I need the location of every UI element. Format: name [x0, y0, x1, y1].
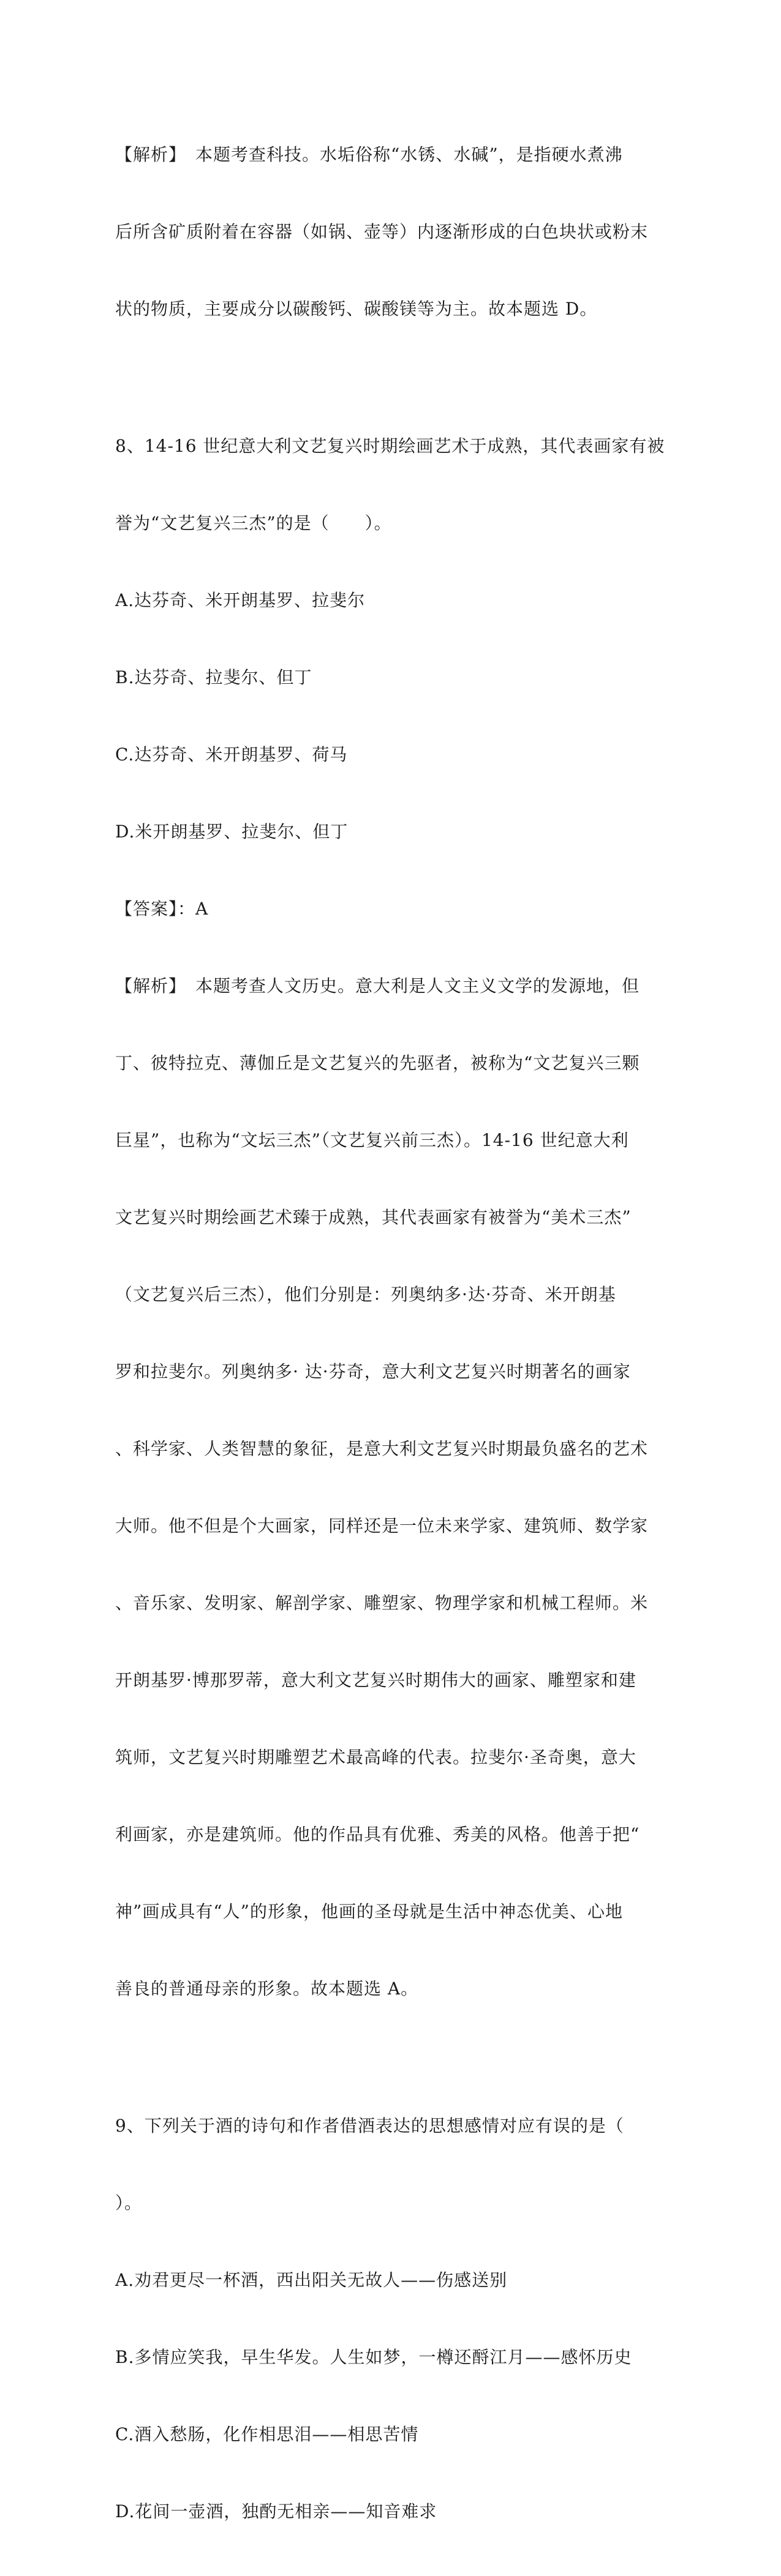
- question-stem-line: ）。: [115, 2193, 143, 2213]
- answer-line: 【答案】：A: [115, 899, 209, 919]
- question-stem-line: 8、14-16 世纪意大利文艺复兴时期绘画艺术于成熟，其代表画家有被: [115, 436, 665, 456]
- analysis-line: 巨星”，也称为“文坛三杰”（文艺复兴前三杰）。14-16 世纪意大利: [115, 1130, 629, 1150]
- question-stem-line: 9、下列关于酒的诗句和作者借酒表达的思想感情对应有误的是（: [115, 2116, 624, 2136]
- analysis-line: 筑师，文艺复兴时期雕塑艺术最高峰的代表。拉斐尔·圣奇奥，意大: [115, 1747, 636, 1767]
- document-page: [115, 91, 666, 2576]
- option-c: C.酒入愁肠，化作相思泪——相思苦情: [115, 2424, 419, 2444]
- option-a: A.劝君更尽一杯酒，西出阳关无故人——伤感送别: [115, 2270, 508, 2290]
- option-c: C.达芬奇、米开朗基罗、荷马: [115, 744, 348, 765]
- spacer: [115, 373, 666, 382]
- analysis-line: 善良的普通母亲的形象。故本题选 A。: [115, 1979, 419, 1999]
- analysis-line: 利画家，亦是建筑师。他的作品具有优雅、秀美的风格。他善于把“: [115, 1824, 640, 1844]
- analysis-line: 、科学家、人类智慧的象征，是意大利文艺复兴时期最负盛名的艺术: [115, 1439, 649, 1459]
- analysis-line: 丁、彼特拉克、薄伽丘是文艺复兴的先驱者，被称为“文艺复兴三颗: [115, 1053, 640, 1073]
- analysis-line: （文艺复兴后三杰），他们分别是：列奥纳多·达·芬奇、米开朗基: [115, 1284, 616, 1305]
- analysis-line: 开朗基罗·博那罗蒂，意大利文艺复兴时期伟大的画家、雕塑家和建: [115, 1670, 636, 1690]
- option-d: D.米开朗基罗、拉斐尔、但丁: [115, 822, 349, 842]
- prev-analysis: [115, 91, 666, 373]
- analysis-line: 状的物质，主要成分以碳酸钙、碳酸镁等为主。故本题选 D。: [115, 299, 598, 319]
- question-stem-line: 誉为“文艺复兴三杰”的是（ ）。: [115, 513, 392, 533]
- question-9: [115, 2062, 666, 2576]
- option-b: B.多情应笑我，早生华发。人生如梦，一樽还酹江月——感怀历史: [115, 2347, 632, 2367]
- analysis-line: 后所含矿质附着在容器（如锅、壶等）内逐渐形成的白色块状或粉末: [115, 222, 649, 242]
- analysis-line: 文艺复兴时期绘画艺术臻于成熟，其代表画家有被誉为“美术三杰”: [115, 1207, 632, 1227]
- analysis-line: 【解析】 本题考查科技。水垢俗称“水锈、水碱”，是指硬水煮沸: [115, 144, 623, 165]
- analysis-line: 大师。他不但是个大画家，同样还是一位未来学家、建筑师、数学家: [115, 1516, 649, 1536]
- spacer: [115, 2053, 666, 2062]
- option-d: D.花间一壶酒，独酌无相亲——知音难求: [115, 2501, 437, 2522]
- option-a: A.达芬奇、米开朗基罗、拉斐尔: [115, 590, 366, 610]
- analysis-line: 神”画成具有“人”的形象，他画的圣母就是生活中神态优美、心地: [115, 1901, 623, 1922]
- analysis-line: 【解析】 本题考查人文历史。意大利是人文主义文学的发源地，但: [115, 976, 640, 996]
- option-b: B.达芬奇、拉斐尔、但丁: [115, 667, 312, 687]
- analysis-line: 、音乐家、发明家、解剖学家、雕塑家、物理学家和机械工程师。米: [115, 1593, 649, 1613]
- analysis-line: 罗和拉斐尔。列奥纳多· 达·芬奇，意大利文艺复兴时期著名的画家: [115, 1361, 631, 1382]
- question-8: [115, 382, 666, 2053]
